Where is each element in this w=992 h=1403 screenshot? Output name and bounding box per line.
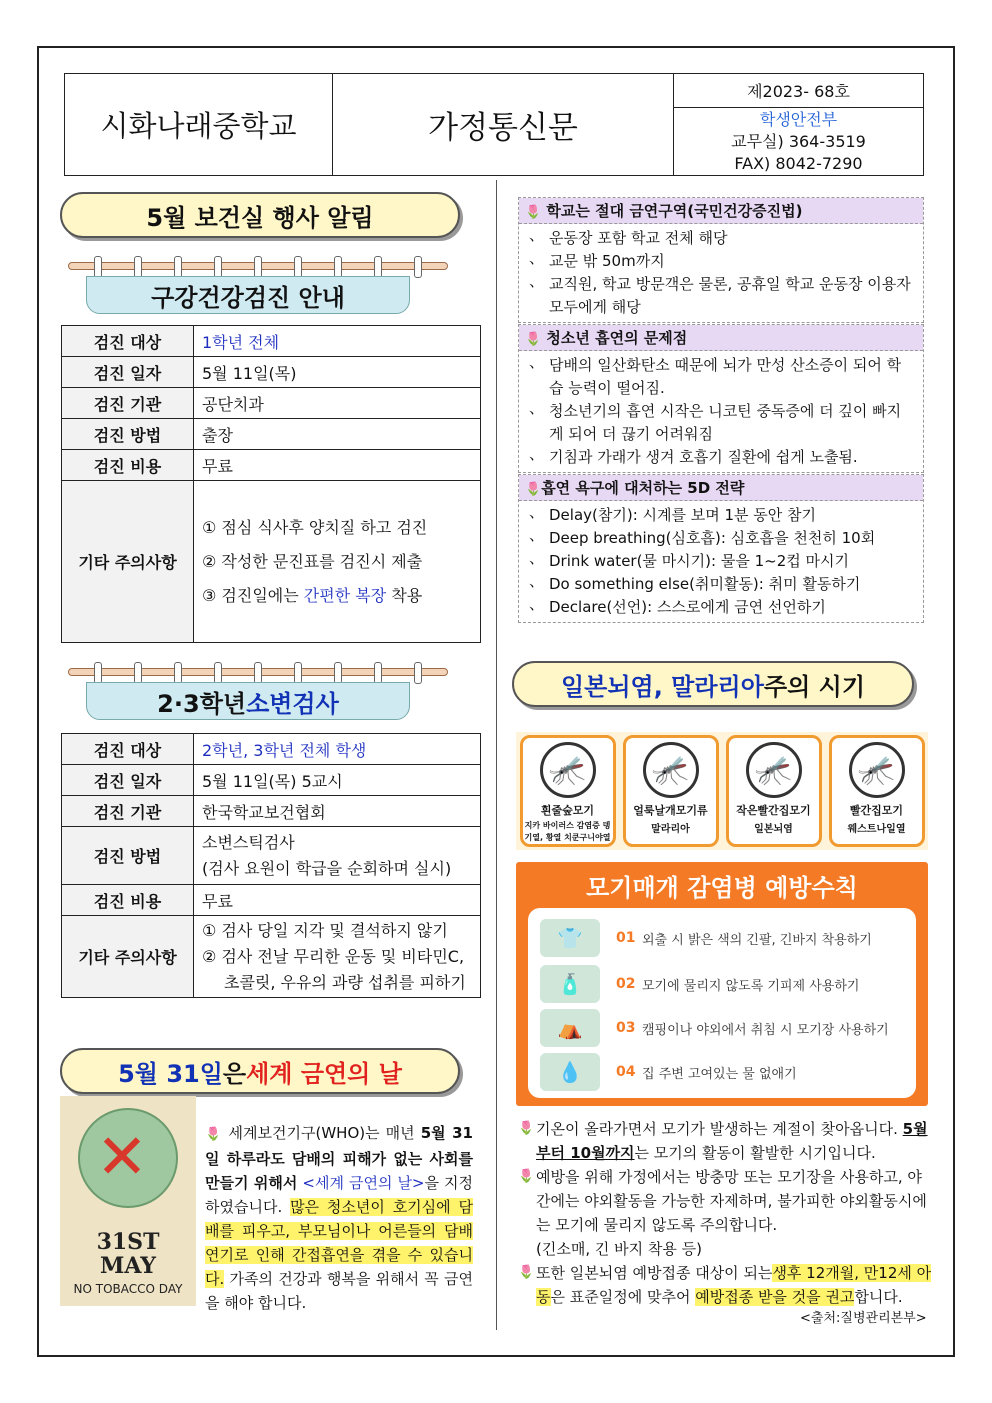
oral-note: ① 점심 식사후 양치질 하고 검진: [202, 517, 428, 537]
phone: 교무실) 364-3519: [731, 131, 866, 151]
mosquito-types: [516, 732, 928, 850]
school-name: 시화나래중학교: [65, 74, 333, 175]
flower-icon: 🌷: [518, 1169, 535, 1184]
flower-icon: 🌷: [518, 1265, 535, 1280]
letter-header: [64, 73, 924, 176]
mosquito-icon: 🦟: [849, 742, 905, 798]
source-note: <출처:질병관리본부>: [800, 1311, 927, 1326]
mosquito-warning-title: 일본뇌염, 말라리아 주의 시기: [512, 661, 914, 707]
oral-banner: [68, 262, 448, 314]
puddle-icon: 💧: [540, 1053, 600, 1091]
letter-number: 제2023- 68호: [674, 74, 923, 108]
repellent-icon: 🧴: [540, 965, 600, 1003]
5d-strategy-box: 🌷흡연 욕구에 대처하는 5D 전략 、 Delay(참기): 시계를 보며 1분 동안 참기 、 Deep breathing(심호흡): 심호흡을 천천히 10회 、 Drink water(물 마시기): 물을 1~2컵 마시기 、 Do something else(취미활동): 취미 활동하기 、 Declare(선언): 스스로에게 금연 선언하기: [518, 474, 924, 623]
mosquito-card: 🦟 흰줄숲모기 지카 바이러스 감염증 뎅기열, 황열 치쿤구니야열: [520, 735, 616, 847]
prevention-panel: 모기매개 감염병 예방수칙 👕 01 외출 시 밝은 색의 긴팔, 긴바지 착용하기 🧴 02 모기에 물리지 않도록 기피제 사용하기 ⛺ 03 캠핑이나 야외에서 취침 시 모기장 사용하기 💧 04 집 주변 고여있는 물 없애기: [516, 862, 928, 1106]
fax: FAX) 8042-7290: [734, 153, 863, 173]
clothing-icon: 👕: [540, 919, 600, 957]
mosquito-icon: 🦟: [746, 742, 802, 798]
no-smoking-day-title: 5월 31일 은 세계 금연의 날: [60, 1048, 460, 1094]
mosquito-card: 🦟 얼룩날개모기류 말라리아: [623, 735, 719, 847]
mosquito-card: 🦟 빨간집모기 웨스트나일열: [829, 735, 925, 847]
flower-icon: 🌷: [525, 205, 542, 220]
mosquito-icon: 🦟: [540, 742, 596, 798]
flower-icon: 🌷: [518, 1121, 535, 1136]
mosquito-notes: 🌷 기온이 올라가면서 모기가 발생하는 계절이 찾아옵니다. 5월부터 10월까지는 모기의 활동이 활발한 시기입니다. 🌷 예방을 위해 가정에서는 방충망 또는 모기장을 사용하고, 야간에는 야외활동을 가능한 자제하며, 불가피한 야외활동시에는 모기에 물리지 않도록 주의합니다. (긴소매, 긴 바지 착용 등) 🌷 또한 일본뇌염 예방접종 대상이 되는생후 12개월, 만12세 아동은 표준일정에 맞추어 예방접종 받을 것을 권고합니다.: [518, 1117, 933, 1309]
letter-title: 가정통신문: [333, 74, 674, 175]
event-title: 5월 보건실 행사 알림: [60, 192, 460, 238]
mosquito-icon: 🦟: [643, 742, 699, 798]
urine-table: 검진 대상 2학년, 3학년 전체 학생 검진 일자 5월 11일(목) 5교시 검진 기관 한국학교보건협회 검진 방법 소변스틱검사 (검사 요원이 학급을 순회하며 실시) 검진 비용 무료 기타 주의사항 ① 검사 당일 지각 및 결석하지 않기 ② 검사 전날 무리한 운동 및 비타민C, 초콜릿, 우유의 과량 섭취를 피하기: [61, 733, 481, 998]
youth-smoking-box: 🌷 청소년 흡연의 문제점 、 담배의 일산화탄소 때문에 뇌가 만성 산소증이 되어 학습 능력이 떨어짐. 、 청소년기의 흡연 시작은 니코틴 중독증에 더 깊이 빠지게 되어 더 끊기 어려워짐 、 기침과 가래가 생겨 호흡기 질환에 쉽게 노출됨.: [518, 324, 924, 473]
column-divider: [496, 180, 497, 1330]
no-tobacco-day-image: ✕ 31ST MAY NO TOBACCO DAY: [60, 1096, 196, 1306]
flower-icon: 🌷: [525, 332, 542, 347]
mosquito-card: 🦟 작은빨간집모기 일본뇌염: [726, 735, 822, 847]
urine-banner: 2·3학년 소변검사: [68, 668, 448, 720]
tent-icon: ⛺: [540, 1009, 600, 1047]
oral-banner-text: 구강건강검진 안내: [151, 283, 345, 312]
oral-table: 검진 대상 1학년 전체 검진 일자 5월 11일(목) 검진 기관 공단치과 검진 방법 출장 검진 비용 무료 기타 주의사항 ① 점심 식사후 양치질 하고 검진 ② 작성한 문진표를 검진시 제출 ③ 검진일에는 간편한 복장 착용: [61, 325, 481, 643]
smoke-free-zone-box: 🌷 학교는 절대 금연구역(국민건강증진법) 、 운동장 포함 학교 전체 해당 、 교문 밖 50m까지 、 교직원, 학교 방문객은 물론, 공휴일 학교 운동장 이용자 모두에게 해당: [518, 197, 924, 323]
no-smoking-paragraph: 🌷 세계보건기구(WHO)는 매년 5월 31일 하루라도 담배의 피해가 없는 사회를 만들기 위해서 <세계 금연의 날>을 지정하였습니다. 많은 청소년이 호기심에 담배를 피우고, 부모님이나 어른들의 담배 연기로 인해 간접흡연을 겪을 수 있습니다. 가족의 건강과 행복을 위해서 꼭 금연을 해야 합니다.: [205, 1124, 473, 1312]
oral-note: ③ 검진일에는 간편한 복장 착용: [202, 585, 423, 605]
flower-icon: 🌷: [525, 482, 542, 497]
oral-note: ② 작성한 문진표를 검진시 제출: [202, 551, 423, 571]
department: 학생안전부: [759, 109, 838, 129]
flower-icon: 🌷: [205, 1127, 223, 1142]
